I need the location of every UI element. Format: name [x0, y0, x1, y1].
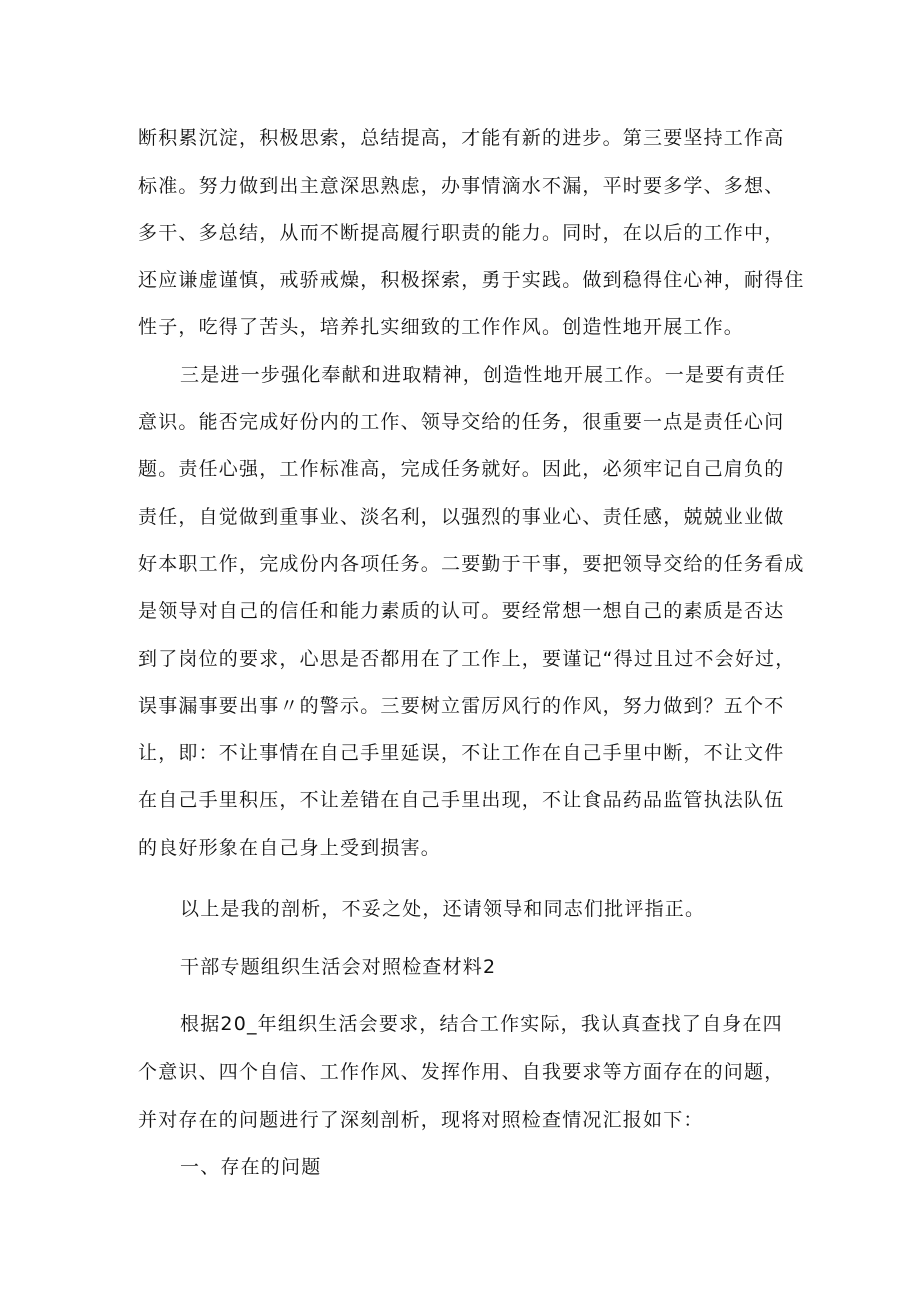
paragraph-line: 断积累沉淀，积极思索，总结提高，才能有新的进步。第三要坚持工作高 [138, 127, 785, 149]
paragraph-line: 三是进一步强化奉献和进取精神，创造性地开展工作。一是要有责任 [180, 364, 787, 386]
paragraph-line: 的良好形象在自己身上受到损害。 [138, 837, 442, 859]
paragraph-line: 性子，吃得了苦头，培养扎实细致的工作作风。创造性地开展工作。 [138, 316, 745, 338]
section-heading: 干部专题组织生活会对照检查材料2 [180, 956, 497, 978]
paragraph-line: 在自己手里积压，不让差错在自己手里出现，不让食品药品监管执法队伍 [138, 789, 785, 811]
paragraph-line: 还应谦虚谨慎，戒骄戒燥，积极探索，勇于实践。做到稳得住心神，耐得住 [138, 269, 805, 291]
paragraph-line: 并对存在的问题进行了深刻剖析，现将对照检查情况汇报如下： [138, 1109, 704, 1131]
paragraph-line: 个意识、四个自信、工作作风、发挥作用、自我要求等方面存在的问题， [138, 1061, 785, 1083]
paragraph-line: 误事漏事要出事〃的警示。三要树立雷厉风行的作风，努力做到？五个不 [138, 695, 785, 717]
paragraph-line: 到了岗位的要求，心思是否都用在了工作上，要谨记“得过且过不会好过， [138, 648, 796, 670]
paragraph-line: 意识。能否完成好份内的工作、领导交给的任务，很重要一点是责任心问 [138, 411, 785, 433]
paragraph-line: 是领导对自己的信任和能力素质的认可。要经常想一想自己的素质是否达 [138, 600, 785, 622]
paragraph-line: 好本职工作，完成份内各项任务。二要勤于干事，要把领导交给的任务看成 [138, 553, 805, 575]
closing-paragraph: 以上是我的剖析，不妥之处，还请领导和同志们批评指正。 [180, 898, 706, 920]
subsection-heading: 一、存在的问题 [180, 1156, 322, 1178]
paragraph-line: 题。责任心强，工作标准高，完成任务就好。因此，必须牢记自己肩负的 [138, 458, 785, 480]
paragraph-line: 责任，自觉做到重事业、淡名利，以强烈的事业心、责任感，兢兢业业做 [138, 506, 785, 528]
paragraph-line: 让，即：不让事情在自己手里延误，不让工作在自己手里中断，不让文件 [138, 742, 785, 764]
paragraph-line: 根据20_年组织生活会要求，结合工作实际，我认真查找了自身在四 [180, 1013, 783, 1035]
paragraph-line: 多干、多总结，从而不断提高履行职责的能力。同时，在以后的工作中， [138, 222, 785, 244]
paragraph-line: 标准。努力做到出主意深思熟虑，办事情滴水不漏，平时要多学、多想、 [138, 175, 785, 197]
